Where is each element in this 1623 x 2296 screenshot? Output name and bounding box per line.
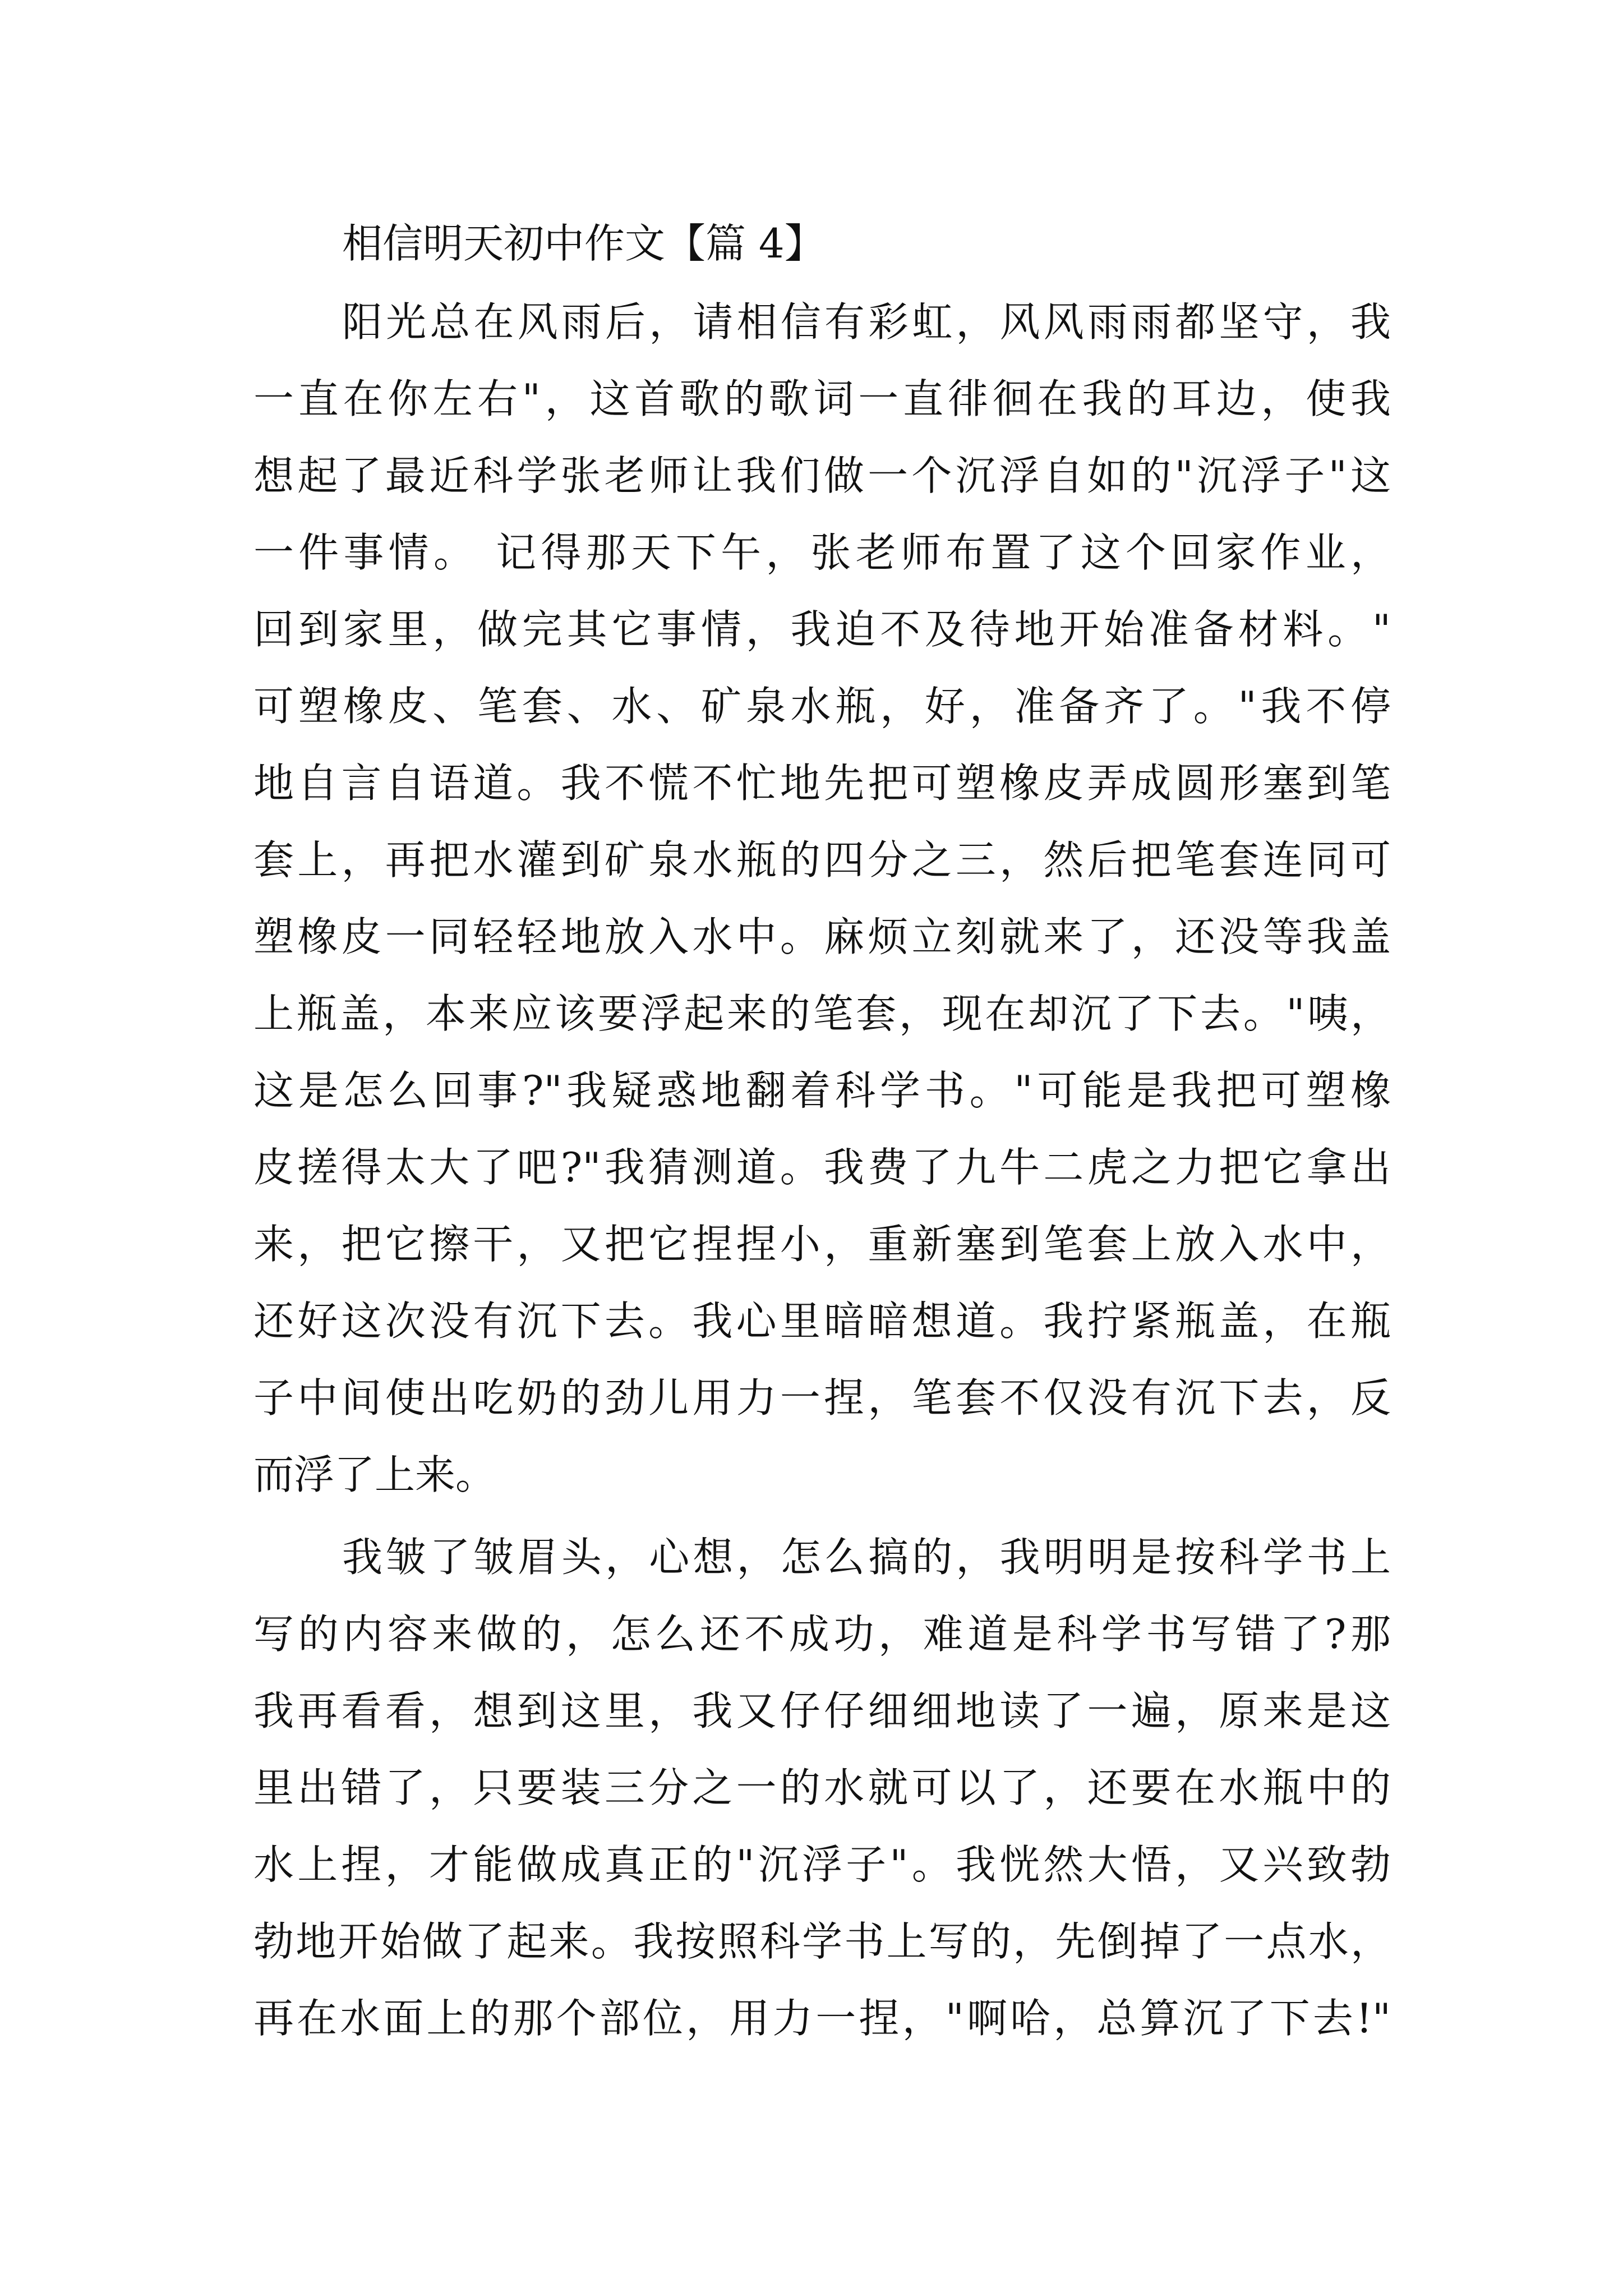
text-line: 还好这次没有沉下去。我心里暗暗想道。我拧紧瓶盖，在瓶 [253, 1297, 1391, 1345]
text-line: 来，把它擦干，又把它捏捏小，重新塞到笔套上放入水中， [253, 1221, 1391, 1268]
text-line: 塑橡皮一同轻轻地放入水中。麻烦立刻就来了，还没等我盖 [253, 913, 1391, 960]
document-title: 相信明天初中作文【篇 4】 [342, 220, 825, 267]
text-line: 上瓶盖，本来应该要浮起来的笔套，现在却沉了下去。"咦， [253, 990, 1391, 1037]
text-line: 回到家里，做完其它事情，我迫不及待地开始准备材料。" [253, 606, 1391, 653]
paragraph-1 [253, 284, 1391, 1513]
text-line: 皮搓得太大了吧?"我猜测道。我费了九牛二虎之力把它拿出 [253, 1144, 1391, 1191]
text-line: 写的内容来做的，怎么还不成功，难道是科学书写错了?那 [253, 1611, 1391, 1658]
text-line: 我再看看，想到这里，我又仔仔细细地读了一遍，原来是这 [253, 1687, 1391, 1734]
text-line: 我皱了皱眉头，心想，怎么搞的，我明明是按科学书上 [342, 1534, 1391, 1581]
text-line: 再在水面上的那个部位，用力一捏，"啊哈，总算沉了下去!" [253, 1995, 1391, 2042]
text-line: 阳光总在风雨后，请相信有彩虹，风风雨雨都坚守，我 [342, 298, 1391, 346]
text-line: 套上，再把水灌到矿泉水瓶的四分之三，然后把笔套连同可 [253, 836, 1391, 884]
text-line: 想起了最近科学张老师让我们做一个沉浮自如的"沉浮子"这 [253, 452, 1391, 499]
text-line: 水上捏，才能做成真正的"沉浮子"。我恍然大悟，又兴致勃 [253, 1841, 1391, 1888]
text-line: 一直在你左右"，这首歌的歌词一直徘徊在我的耳边，使我 [253, 375, 1391, 422]
text-line: 而浮了上来。 [253, 1451, 496, 1498]
text-line: 可塑橡皮、笔套、水、矿泉水瓶，好，准备齐了。"我不停 [253, 683, 1391, 730]
text-line: 这是怎么回事?"我疑惑地翻着科学书。"可能是我把可塑橡 [253, 1067, 1391, 1114]
text-line: 里出错了，只要装三分之一的水就可以了，还要在水瓶中的 [253, 1764, 1391, 1811]
text-line: 一件事情。 记得那天下午，张老师布置了这个回家作业， [253, 529, 1391, 576]
document-body [253, 205, 1391, 2057]
text-line: 勃地开始做了起来。我按照科学书上写的，先倒掉了一点水， [253, 1918, 1391, 1965]
text-line: 地自言自语道。我不慌不忙地先把可塑橡皮弄成圆形塞到笔 [253, 760, 1391, 807]
text-line: 子中间使出吃奶的劲儿用力一捏，笔套不仅没有沉下去，反 [253, 1374, 1391, 1421]
paragraph-2 [253, 1519, 1391, 2057]
